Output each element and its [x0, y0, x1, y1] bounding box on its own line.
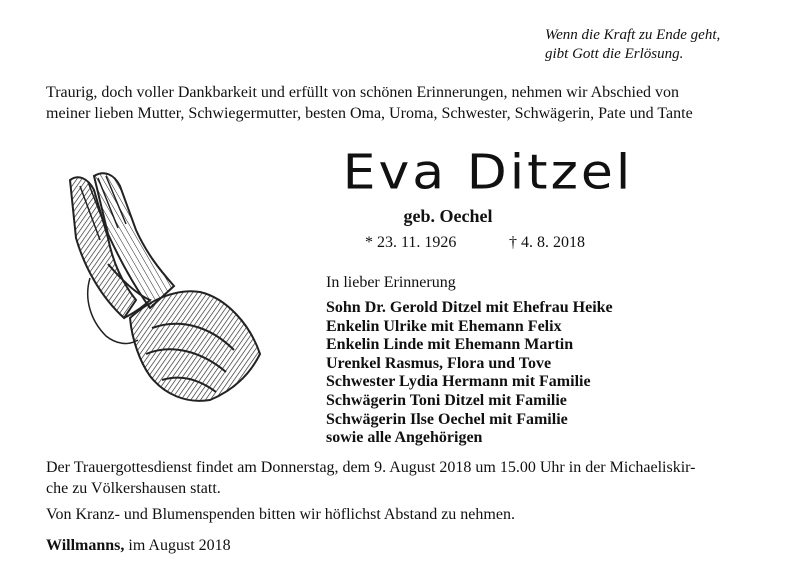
intro-text: [46, 82, 766, 124]
deceased-name: Eva Ditzel: [342, 145, 634, 201]
intro-line: meiner lieben Mutter, Schwiegermutter, besten Oma, Uroma, Schwester, Schwägerin, Pate und Tante: [46, 105, 693, 122]
mourner-item: Schwester Lydia Hermann mit Familie: [326, 373, 591, 391]
mourner-item: Urenkel Rasmus, Flora und Tove: [326, 354, 552, 372]
death-date: † 4. 8. 2018: [509, 234, 585, 251]
motto-quote: [545, 26, 785, 64]
flowers-note: Von Kranz- und Blumenspenden bitten wir höflichst Abstand zu nehmen.: [46, 506, 515, 523]
birth-date: * 23. 11. 1926: [365, 234, 457, 251]
mourner-item: Sohn Dr. Gerold Ditzel mit Ehefrau Heike: [326, 299, 613, 316]
intro-line: Traurig, doch voller Dankbarkeit und erfüllt von schönen Erinnerungen, nehmen wir Abschied von: [46, 84, 680, 101]
mourner-item: Enkelin Linde mit Ehemann Martin: [326, 336, 574, 354]
mourner-item: sowie alle Angehörigen: [326, 429, 483, 447]
closing-place: Willmanns,: [46, 537, 125, 554]
service-info: [46, 457, 766, 499]
mourner-item: Schwägerin Ilse Oechel mit Familie: [326, 410, 568, 428]
mourner-item: Enkelin Ulrike mit Ehemann Felix: [326, 317, 562, 335]
maiden-name: geb. Oechel: [403, 206, 493, 226]
mourners-list: [326, 299, 613, 448]
service-line: Der Trauergottesdienst findet am Donnerstag, dem 9. August 2018 um 15.00 Uhr in der Michaeliskir-: [46, 459, 696, 476]
praying-hands-icon: [50, 168, 265, 408]
memory-line: In lieber Erinnerung: [326, 274, 456, 291]
closing-line: [46, 536, 231, 556]
motto-line: gibt Gott die Erlösung.: [545, 46, 684, 62]
closing-date: im August 2018: [128, 537, 231, 554]
motto-line: Wenn die Kraft zu Ende geht,: [545, 27, 721, 43]
mourner-item: Schwägerin Toni Ditzel mit Familie: [326, 391, 567, 409]
sleeve-shape: [130, 291, 260, 401]
service-line: che zu Völkershausen statt.: [46, 480, 221, 497]
